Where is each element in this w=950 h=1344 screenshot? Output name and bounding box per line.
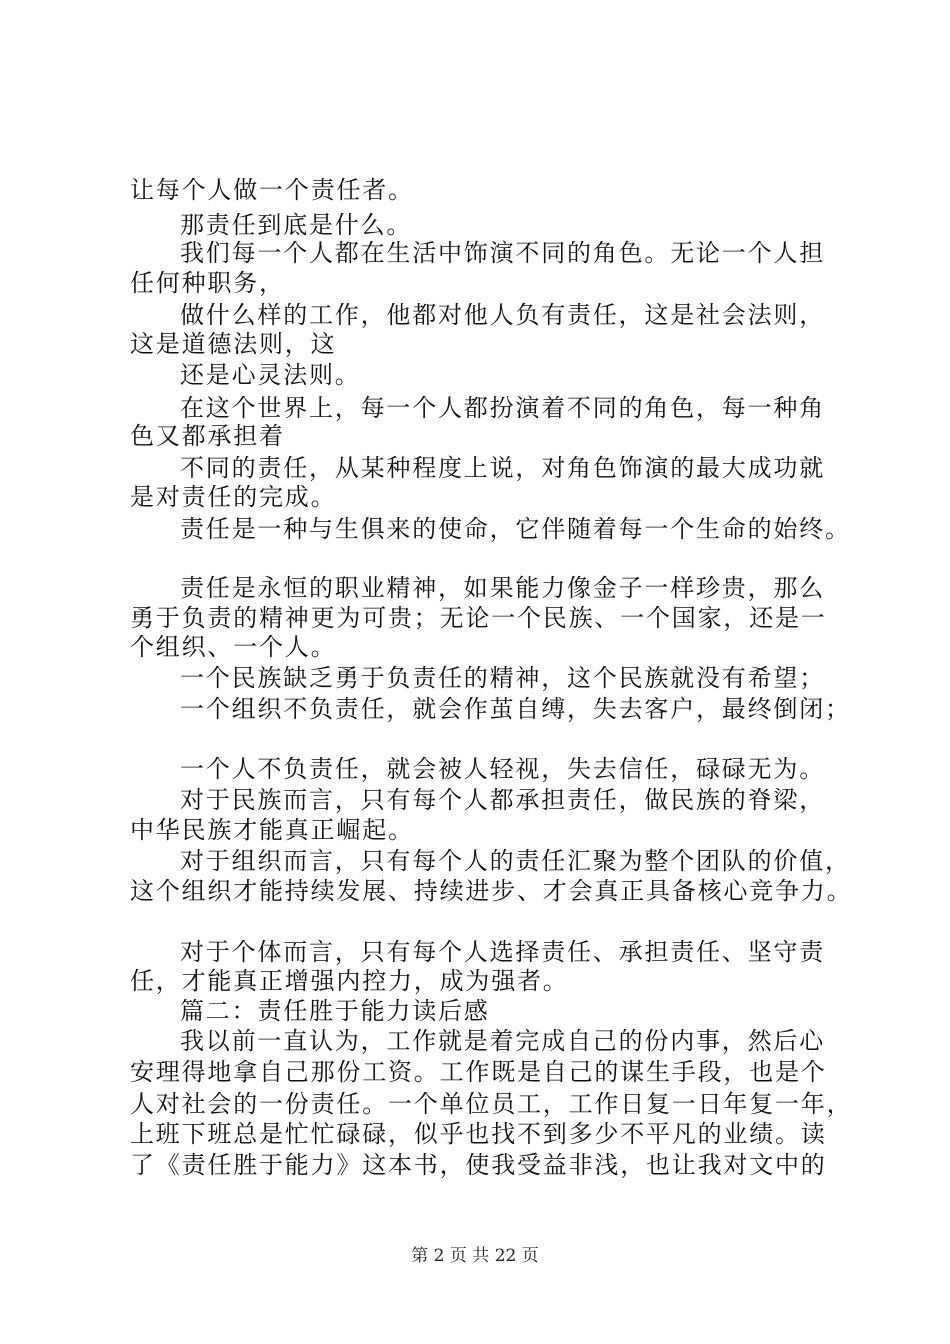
- text-line: 勇于负责的精神更为可贵；无论一个民族、一个国家，还是一: [130, 604, 827, 632]
- text-line: 任，才能真正增强内控力，成为强者。: [130, 967, 569, 995]
- text-line: 一个民族缺乏勇于负责任的精神，这个民族就没有希望；: [180, 664, 825, 692]
- page-number-footer: 第 2 页 共 22 页: [411, 1246, 539, 1266]
- text-line: 让每个人做一个责任者。: [130, 176, 414, 204]
- text-line: 我以前一直认为，工作就是着完成自己的份内事，然后心: [180, 1027, 825, 1055]
- text-line: 不同的责任，从某种程度上说，对角色饰演的最大成功就: [180, 454, 825, 482]
- text-line: 对于民族而言，只有每个人都承担责任，做民族的脊梁，: [180, 786, 825, 814]
- text-line: 个组织、一个人。: [130, 633, 337, 661]
- text-line: 还是心灵法则。: [180, 361, 361, 389]
- text-line: 中华民族才能真正崛起。: [130, 816, 414, 844]
- text-line: 人对社会的一份责任。一个单位员工，工作日复一日年复一年，: [130, 1090, 853, 1118]
- text-line: 那责任到底是什么。: [180, 211, 413, 239]
- text-line: 是对责任的完成。: [130, 483, 337, 511]
- text-line: 一个组织不负责任，就会作茧自缚，失去客户，最终倒闭；: [180, 695, 851, 723]
- text-line: 做什么样的工作，他都对他人负有责任，这是社会法则，: [180, 301, 825, 329]
- text-line: 上班下班总是忙忙碌碌，似乎也找不到多少不平凡的业绩。读: [130, 1120, 827, 1148]
- text-line: 任何种职务，: [130, 269, 285, 297]
- text-line: 安理得地拿自己那份工资。工作既是自己的谋生手段，也是个: [130, 1058, 827, 1086]
- text-line: 这个组织才能持续发展、持续进步、才会真正具备核心竞争力。: [130, 877, 853, 905]
- text-line: 色又都承担着: [130, 422, 285, 450]
- text-line: 在这个世界上，每一个人都扮演着不同的角色，每一种角: [180, 394, 825, 422]
- text-line: 责任是一种与生俱来的使命，它伴随着每一个生命的始终。: [180, 515, 851, 543]
- text-line: 责任是永恒的职业精神，如果能力像金子一样珍贵，那么: [180, 574, 825, 602]
- text-line: 一个人不负责任，就会被人轻视，失去信任，碌碌无为。: [180, 755, 825, 783]
- text-line: 了《责任胜于能力》这本书，使我受益非浅，也让我对文中的: [130, 1151, 827, 1179]
- text-line: 这是道德法则，这: [130, 330, 337, 358]
- text-line: 我们每一个人都在生活中饰演不同的角色。无论一个人担: [180, 239, 825, 267]
- text-line: 对于组织而言，只有每个人的责任汇聚为整个团队的价值，: [180, 847, 851, 875]
- section-heading: 篇二：责任胜于能力读后感: [180, 997, 490, 1025]
- text-line: 对于个体而言，只有每个人选择责任、承担责任、坚守责: [180, 938, 825, 966]
